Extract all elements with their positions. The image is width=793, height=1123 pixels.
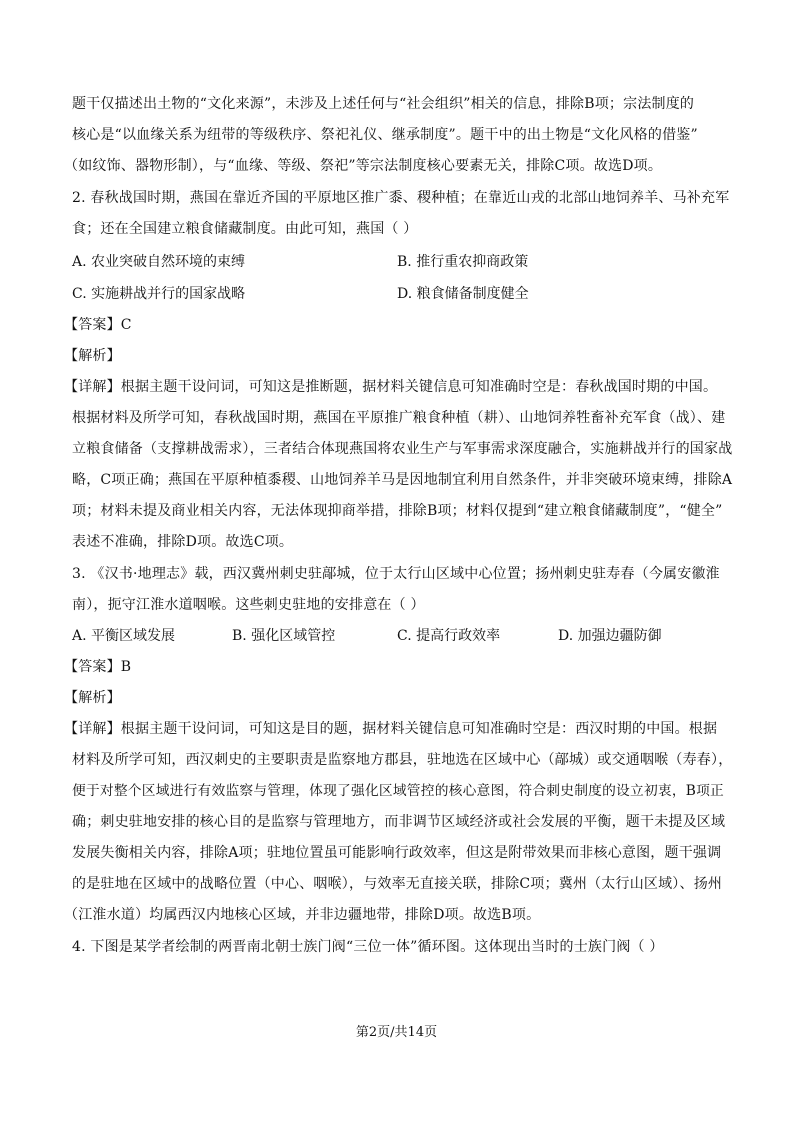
analysis-label: 【解析】 bbox=[64, 348, 121, 364]
option-d: D. 粮食储备制度健全 bbox=[397, 286, 529, 302]
text-line: （如纹饰、器物形制），与“血缘、等级、祭祀”等宗法制度核心要素无关，排除C项。故选D项。 bbox=[64, 158, 663, 174]
text-line: 题干仅描述出土物的“文化来源”，未涉及上述任何与“社会组织”相关的信息，排除B项；宗法制度的 bbox=[72, 96, 695, 112]
question-2-stem: 食；还在全国建立粮食储藏制度。由此可知，燕国（ ） bbox=[72, 221, 418, 237]
option-b: B. 推行重农抑商政策 bbox=[397, 254, 529, 270]
detail-line: （江淮水道）均属西汉内地核心区域，并非边疆地带，排除D项。故选B项。 bbox=[64, 907, 541, 923]
page-footer: 第2页/共14页 bbox=[355, 1025, 438, 1040]
option-c: C. 提高行政效率 bbox=[397, 628, 501, 644]
detail-line: 项；材料未提及商业相关内容，无法体现抑商举措，排除B项；材料仅提到“建立粮食储藏制度”，“健全” bbox=[72, 503, 723, 519]
question-2-stem: 2. 春秋战国时期，燕国在靠近齐国的平原地区推广黍、稷种植；在靠近山戎的北部山地饲养羊、马补充军 bbox=[72, 190, 730, 206]
answer-label: 【答案】B bbox=[64, 659, 132, 675]
text-line: 核心是“以血缘关系为纽带的等级秩序、祭祀礼仪、继承制度”。题干中的出土物是“文化风格的借鉴” bbox=[72, 127, 698, 143]
detail-line: 的是驻地在区域中的战略位置（中心、咽喉），与效率无直接关联，排除C项；冀州（太行山区域）、扬州 bbox=[72, 876, 723, 892]
option-b: B. 强化区域管控 bbox=[232, 628, 336, 644]
detail-line: 根据材料及所学可知，春秋战国时期，燕国在平原推广粮食种植（耕）、山地饲养牲畜补充军食（战）、建 bbox=[72, 410, 726, 426]
option-a: A. 农业突破自然环境的束缚 bbox=[72, 254, 246, 270]
question-3-stem: 3. 《汉书·地理志》载，西汉冀州刺史驻鄗城，位于太行山区域中心位置；扬州刺史驻寿春（今属安徽淮 bbox=[72, 566, 720, 582]
question-4-stem: 4. 下图是某学者绘制的两晋南北朝士族门阀“三位一体”循环图。这体现出当时的士族门阀（ ） bbox=[72, 939, 664, 955]
option-c: C. 实施耕战并行的国家战略 bbox=[72, 286, 246, 302]
option-a: A. 平衡区域发展 bbox=[72, 628, 176, 644]
question-3-stem: 南），扼守江淮水道咽喉。这些刺史驻地的安排意在（ ） bbox=[72, 597, 425, 613]
detail-line: 表述不准确，排除D项。故选C项。 bbox=[72, 534, 294, 550]
option-d: D. 加强边疆防御 bbox=[558, 628, 662, 644]
analysis-label: 【解析】 bbox=[64, 690, 121, 706]
detail-line: 【详解】根据主题干设问词，可知这是目的题，据材料关键信息可知准确时空是：西汉时期的中国。根据 bbox=[64, 721, 718, 737]
detail-line: 发展失衡相关内容，排除A项；驻地位置虽可能影响行政效率，但这是附带效果而非核心意图，题干强调 bbox=[72, 845, 722, 861]
answer-label: 【答案】C bbox=[64, 317, 132, 333]
detail-line: 【详解】根据主题干设问词，可知这是推断题，据材料关键信息可知准确时空是：春秋战国时期的中国。 bbox=[64, 379, 718, 395]
detail-line: 略，C项正确；燕国在平原种植黍稷、山地饲养羊马是因地制宜利用自然条件，并非突破环境束缚，排除A bbox=[72, 472, 733, 488]
detail-line: 便于对整个区域进行有效监察与管理，体现了强化区域管控的核心意图，符合刺史制度的设立初衷，B项正 bbox=[72, 783, 725, 799]
detail-line: 确；刺史驻地安排的核心目的是监察与管理地方，而非调节区域经济或社会发展的平衡，题干未提及区域 bbox=[72, 814, 726, 830]
detail-line: 材料及所学可知，西汉刺史的主要职责是监察地方郡县，驻地选在区域中心（鄗城）或交通咽喉（寿春）， bbox=[72, 752, 733, 768]
detail-line: 立粮食储备（支撑耕战需求），三者结合体现燕国将农业生产与军事需求深度融合，实施耕战并行的国家战 bbox=[72, 441, 733, 457]
